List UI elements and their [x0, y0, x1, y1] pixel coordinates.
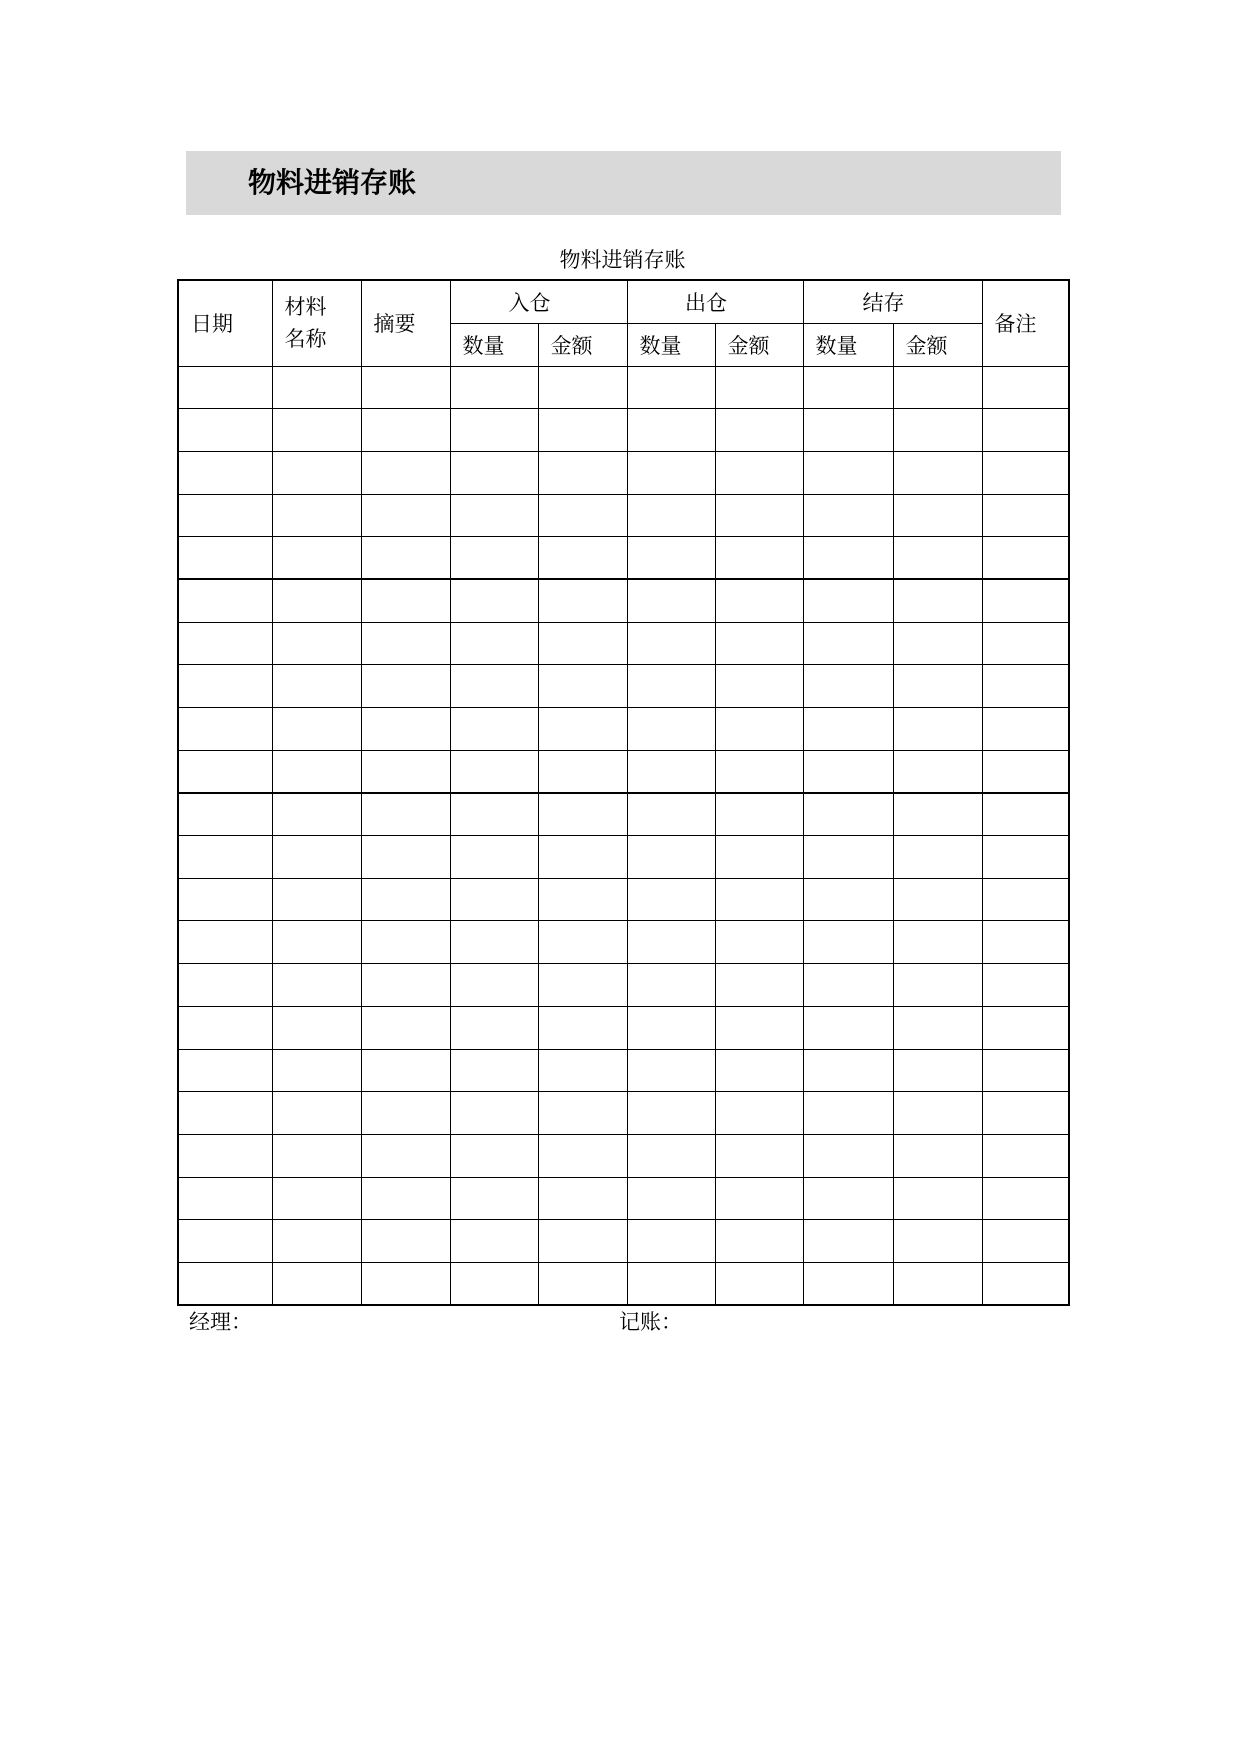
table-cell — [538, 750, 627, 793]
table-cell — [361, 1220, 450, 1263]
table-cell — [361, 409, 450, 452]
table-cell — [715, 665, 803, 708]
table-cell — [803, 665, 893, 708]
header-row-main — [178, 280, 1069, 323]
table-cell — [982, 921, 1069, 964]
ledger-body — [178, 366, 1069, 1305]
table-cell — [627, 1134, 715, 1177]
table-cell — [715, 1049, 803, 1092]
table-cell — [450, 1262, 538, 1305]
table-cell — [272, 451, 361, 494]
table-cell — [361, 878, 450, 921]
table-cell — [803, 878, 893, 921]
header-inbound-quantity: 数量 — [450, 323, 538, 366]
table-cell — [450, 451, 538, 494]
table-cell — [893, 1220, 982, 1263]
table-row — [178, 878, 1069, 921]
table-cell — [715, 1220, 803, 1263]
table-cell — [627, 921, 715, 964]
table-cell — [893, 451, 982, 494]
table-row — [178, 665, 1069, 708]
table-row — [178, 793, 1069, 836]
table-cell — [538, 921, 627, 964]
table-cell — [982, 579, 1069, 622]
table-row — [178, 451, 1069, 494]
table-cell — [893, 366, 982, 409]
table-cell — [272, 1220, 361, 1263]
table-cell — [982, 793, 1069, 836]
table-cell — [272, 579, 361, 622]
table-cell — [450, 665, 538, 708]
table-cell — [893, 1092, 982, 1135]
table-cell — [715, 409, 803, 452]
table-cell — [178, 1220, 272, 1263]
table-cell — [450, 1220, 538, 1263]
table-cell — [272, 1177, 361, 1220]
table-cell — [272, 622, 361, 665]
table-cell — [450, 964, 538, 1007]
table-cell — [450, 494, 538, 537]
table-cell — [627, 793, 715, 836]
ledger-table — [177, 279, 1070, 1306]
table-cell — [538, 878, 627, 921]
table-cell — [450, 708, 538, 751]
table-cell — [803, 1092, 893, 1135]
table-cell — [982, 878, 1069, 921]
table-cell — [178, 1134, 272, 1177]
table-cell — [715, 836, 803, 879]
table-row — [178, 366, 1069, 409]
table-cell — [361, 1006, 450, 1049]
table-cell — [538, 665, 627, 708]
table-cell — [361, 1134, 450, 1177]
manager-signature-label: 经理： — [189, 1310, 252, 1334]
table-cell — [982, 622, 1069, 665]
table-cell — [803, 537, 893, 580]
table-cell — [272, 836, 361, 879]
table-cell — [450, 750, 538, 793]
table-cell — [803, 366, 893, 409]
table-cell — [982, 750, 1069, 793]
table-cell — [272, 750, 361, 793]
table-cell — [178, 836, 272, 879]
table-cell — [272, 1006, 361, 1049]
table-cell — [803, 793, 893, 836]
table-cell — [893, 494, 982, 537]
table-cell — [893, 750, 982, 793]
table-cell — [538, 1220, 627, 1263]
table-cell — [450, 836, 538, 879]
table-cell — [893, 921, 982, 964]
table-cell — [627, 1092, 715, 1135]
table-cell — [627, 665, 715, 708]
table-cell — [178, 708, 272, 751]
table-row — [178, 1049, 1069, 1092]
table-cell — [178, 1049, 272, 1092]
table-cell — [361, 1092, 450, 1135]
table-cell — [627, 964, 715, 1007]
table-cell — [893, 1049, 982, 1092]
table-cell — [803, 451, 893, 494]
table-cell — [715, 1177, 803, 1220]
header-outbound: 出仓 — [627, 280, 803, 323]
header-balance: 结存 — [803, 280, 982, 323]
table-cell — [538, 1006, 627, 1049]
table-cell — [450, 793, 538, 836]
table-row — [178, 921, 1069, 964]
table-cell — [450, 366, 538, 409]
table-cell — [178, 964, 272, 1007]
table-cell — [715, 366, 803, 409]
table-cell — [982, 1177, 1069, 1220]
table-cell — [178, 1262, 272, 1305]
table-cell — [982, 1006, 1069, 1049]
table-cell — [178, 1092, 272, 1135]
table-cell — [538, 1092, 627, 1135]
table-caption: 物料进销存账 — [559, 248, 686, 272]
table-cell — [178, 1006, 272, 1049]
table-cell — [627, 409, 715, 452]
table-row — [178, 750, 1069, 793]
table-cell — [361, 708, 450, 751]
table-row — [178, 1220, 1069, 1263]
table-cell — [361, 1049, 450, 1092]
table-cell — [538, 409, 627, 452]
table-cell — [715, 1092, 803, 1135]
table-cell — [715, 964, 803, 1007]
table-row — [178, 622, 1069, 665]
table-cell — [272, 537, 361, 580]
table-row — [178, 1134, 1069, 1177]
table-row — [178, 964, 1069, 1007]
table-cell — [982, 964, 1069, 1007]
table-cell — [178, 409, 272, 452]
table-cell — [178, 878, 272, 921]
table-cell — [178, 665, 272, 708]
header-material-name-line-2: 名称 — [284, 327, 327, 352]
table-cell — [361, 451, 450, 494]
table-cell — [450, 1049, 538, 1092]
table-cell — [538, 836, 627, 879]
table-cell — [715, 1262, 803, 1305]
table-cell — [803, 750, 893, 793]
table-cell — [715, 537, 803, 580]
table-cell — [627, 622, 715, 665]
header-inbound-amount: 金额 — [538, 323, 627, 366]
table-cell — [538, 964, 627, 1007]
table-cell — [893, 1006, 982, 1049]
table-cell — [538, 494, 627, 537]
table-cell — [803, 579, 893, 622]
table-cell — [803, 409, 893, 452]
table-cell — [627, 537, 715, 580]
table-cell — [361, 1177, 450, 1220]
table-cell — [450, 1092, 538, 1135]
header-summary: 摘要 — [361, 280, 450, 366]
table-cell — [361, 964, 450, 1007]
table-cell — [982, 366, 1069, 409]
table-cell — [450, 921, 538, 964]
ledger-header — [178, 280, 1069, 366]
table-cell — [538, 451, 627, 494]
table-cell — [272, 1262, 361, 1305]
table-cell — [450, 1177, 538, 1220]
table-cell — [982, 1262, 1069, 1305]
table-cell — [450, 1006, 538, 1049]
table-row — [178, 409, 1069, 452]
table-cell — [178, 1177, 272, 1220]
table-row — [178, 1262, 1069, 1305]
table-cell — [538, 579, 627, 622]
table-cell — [178, 921, 272, 964]
header-balance-amount: 金额 — [893, 323, 982, 366]
table-cell — [803, 1134, 893, 1177]
table-cell — [538, 366, 627, 409]
table-cell — [538, 1049, 627, 1092]
table-cell — [715, 494, 803, 537]
table-row — [178, 836, 1069, 879]
table-cell — [450, 409, 538, 452]
table-cell — [982, 665, 1069, 708]
table-cell — [538, 1262, 627, 1305]
table-cell — [627, 1177, 715, 1220]
table-cell — [982, 409, 1069, 452]
table-cell — [982, 1220, 1069, 1263]
table-cell — [361, 836, 450, 879]
table-cell — [178, 537, 272, 580]
table-cell — [715, 1134, 803, 1177]
table-cell — [803, 1049, 893, 1092]
table-cell — [982, 1049, 1069, 1092]
table-cell — [538, 793, 627, 836]
table-cell — [982, 537, 1069, 580]
table-row — [178, 579, 1069, 622]
table-cell — [982, 708, 1069, 751]
table-cell — [803, 1262, 893, 1305]
header-date: 日期 — [178, 280, 272, 366]
table-cell — [715, 921, 803, 964]
table-cell — [627, 750, 715, 793]
table-cell — [538, 708, 627, 751]
table-cell — [272, 409, 361, 452]
table-cell — [627, 451, 715, 494]
table-cell — [178, 750, 272, 793]
table-cell — [715, 622, 803, 665]
table-cell — [893, 793, 982, 836]
header-material-name-line-1: 材料 — [284, 295, 327, 320]
table-cell — [178, 579, 272, 622]
header-balance-quantity: 数量 — [803, 323, 893, 366]
table-cell — [982, 1092, 1069, 1135]
table-cell — [361, 1262, 450, 1305]
table-cell — [715, 750, 803, 793]
table-cell — [272, 921, 361, 964]
header-remarks: 备注 — [982, 280, 1069, 366]
table-cell — [178, 451, 272, 494]
table-row — [178, 494, 1069, 537]
table-row — [178, 1177, 1069, 1220]
table-row — [178, 1092, 1069, 1135]
table-cell — [893, 537, 982, 580]
table-cell — [361, 921, 450, 964]
table-cell — [893, 836, 982, 879]
table-cell — [715, 793, 803, 836]
table-cell — [272, 964, 361, 1007]
table-cell — [361, 366, 450, 409]
table-cell — [627, 1220, 715, 1263]
table-cell — [893, 964, 982, 1007]
table-cell — [450, 1134, 538, 1177]
title-banner — [186, 151, 1061, 215]
table-cell — [982, 836, 1069, 879]
table-cell — [272, 1092, 361, 1135]
header-outbound-amount: 金额 — [715, 323, 803, 366]
table-cell — [803, 836, 893, 879]
table-cell — [361, 494, 450, 537]
table-cell — [803, 708, 893, 751]
table-cell — [715, 708, 803, 751]
table-cell — [982, 451, 1069, 494]
page-title: 物料进销存账 — [248, 166, 417, 199]
table-cell — [361, 665, 450, 708]
table-cell — [272, 494, 361, 537]
table-cell — [627, 494, 715, 537]
table-cell — [272, 1134, 361, 1177]
header-inbound: 入仓 — [450, 280, 627, 323]
table-cell — [178, 793, 272, 836]
table-cell — [450, 537, 538, 580]
table-row — [178, 708, 1069, 751]
table-cell — [272, 1049, 361, 1092]
table-cell — [627, 1049, 715, 1092]
header-outbound-quantity: 数量 — [627, 323, 715, 366]
table-cell — [538, 537, 627, 580]
table-cell — [803, 494, 893, 537]
table-cell — [178, 494, 272, 537]
table-cell — [450, 878, 538, 921]
table-cell — [893, 579, 982, 622]
table-cell — [450, 579, 538, 622]
table-cell — [893, 665, 982, 708]
table-cell — [272, 366, 361, 409]
table-row — [178, 1006, 1069, 1049]
table-cell — [803, 964, 893, 1007]
table-cell — [272, 665, 361, 708]
table-cell — [361, 579, 450, 622]
table-cell — [627, 1262, 715, 1305]
table-cell — [627, 878, 715, 921]
table-cell — [803, 622, 893, 665]
table-cell — [893, 1177, 982, 1220]
table-cell — [178, 366, 272, 409]
table-cell — [272, 708, 361, 751]
table-cell — [627, 708, 715, 751]
table-cell — [803, 1006, 893, 1049]
table-row — [178, 537, 1069, 580]
table-cell — [893, 708, 982, 751]
table-cell — [361, 622, 450, 665]
table-cell — [715, 878, 803, 921]
table-cell — [803, 1177, 893, 1220]
bookkeeper-signature-label: 记账： — [619, 1310, 682, 1334]
table-cell — [893, 409, 982, 452]
table-cell — [361, 793, 450, 836]
table-cell — [627, 579, 715, 622]
table-cell — [450, 622, 538, 665]
table-cell — [538, 622, 627, 665]
table-cell — [893, 1262, 982, 1305]
table-cell — [627, 366, 715, 409]
table-cell — [361, 750, 450, 793]
table-cell — [538, 1177, 627, 1220]
table-cell — [361, 537, 450, 580]
table-cell — [715, 1006, 803, 1049]
table-cell — [893, 1134, 982, 1177]
table-cell — [178, 622, 272, 665]
table-cell — [627, 1006, 715, 1049]
table-cell — [272, 878, 361, 921]
table-cell — [715, 579, 803, 622]
table-cell — [803, 1220, 893, 1263]
table-cell — [982, 1134, 1069, 1177]
table-cell — [627, 836, 715, 879]
table-cell — [272, 793, 361, 836]
table-cell — [538, 1134, 627, 1177]
table-cell — [893, 622, 982, 665]
table-cell — [893, 878, 982, 921]
table-cell — [803, 921, 893, 964]
table-cell — [982, 494, 1069, 537]
table-cell — [715, 451, 803, 494]
header-material-name — [272, 280, 361, 366]
